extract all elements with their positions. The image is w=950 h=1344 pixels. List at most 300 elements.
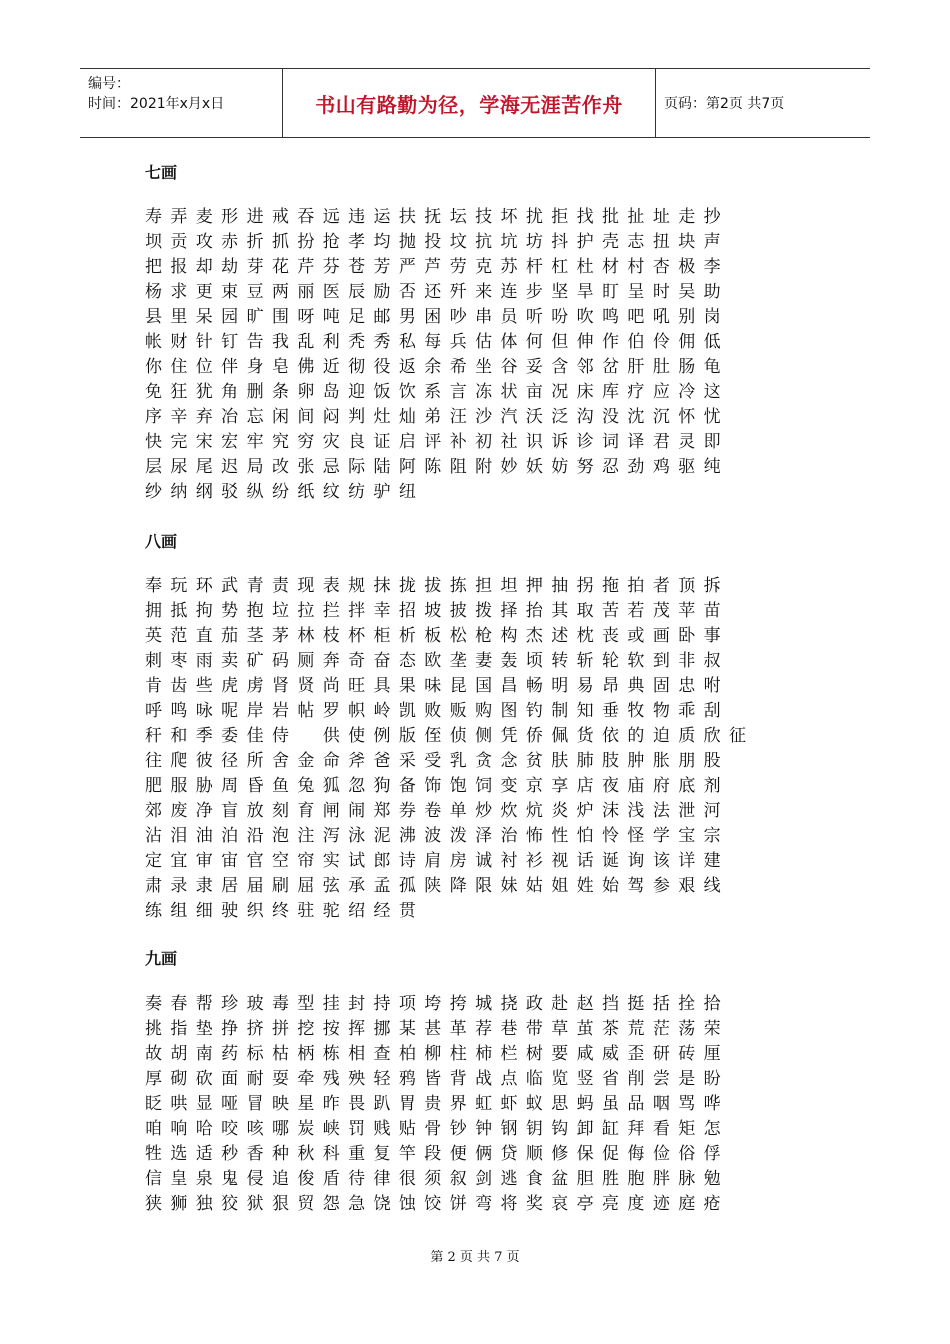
character-cell <box>297 724 322 749</box>
character-cell: 弃 <box>195 407 213 427</box>
character-cell: 阻 <box>449 457 467 477</box>
character-cell: 败 <box>424 701 442 721</box>
character-cell: 板 <box>424 626 442 646</box>
character-cell: 玩 <box>170 576 188 596</box>
character-row <box>145 330 815 355</box>
character-cell: 显 <box>195 1094 213 1114</box>
character-cell: 芹 <box>297 257 315 277</box>
character-cell: 试 <box>348 851 366 871</box>
character-cell: 贪 <box>475 751 493 771</box>
character-cell: 饱 <box>449 776 467 796</box>
character-row <box>145 1167 815 1192</box>
character-cell: 扮 <box>297 232 315 252</box>
character-cell: 宏 <box>221 432 239 452</box>
character-cell: 厚 <box>145 1069 162 1089</box>
character-cell: 伯 <box>627 332 645 352</box>
character-cell: 狮 <box>170 1194 188 1214</box>
character-cell: 尿 <box>170 457 188 477</box>
character-cell: 具 <box>373 676 391 696</box>
character-cell: 住 <box>170 357 188 377</box>
character-cell: 畅 <box>525 676 543 696</box>
character-cell: 批 <box>602 207 620 227</box>
character-cell: 挑 <box>145 1019 162 1039</box>
character-cell: 吵 <box>449 307 467 327</box>
character-cell: 油 <box>195 826 213 846</box>
character-cell: 拜 <box>627 1119 645 1139</box>
character-cell: 虽 <box>602 1094 620 1114</box>
character-cell: 肤 <box>551 751 569 771</box>
character-cell: 迹 <box>652 1194 670 1214</box>
character-cell: 顺 <box>525 1144 543 1164</box>
character-cell: 免 <box>145 382 162 402</box>
character-cell: 牢 <box>246 432 264 452</box>
character-cell: 茶 <box>602 1019 620 1039</box>
character-cell: 事 <box>703 626 721 646</box>
character-cell: 咽 <box>652 1094 670 1114</box>
character-cell: 转 <box>551 651 569 671</box>
character-cell: 画 <box>652 626 670 646</box>
character-cell: 序 <box>145 407 162 427</box>
character-cell: 兵 <box>449 332 467 352</box>
character-cell: 苗 <box>703 601 721 621</box>
character-cell: 证 <box>373 432 391 452</box>
character-cell: 砍 <box>195 1069 213 1089</box>
character-cell: 国 <box>475 676 493 696</box>
character-cell: 到 <box>652 651 670 671</box>
character-cell: 舍 <box>271 751 289 771</box>
character-cell: 取 <box>576 601 594 621</box>
character-cell: 城 <box>475 994 493 1014</box>
character-cell: 品 <box>627 1094 645 1114</box>
character-cell: 典 <box>627 676 645 696</box>
character-cell: 承 <box>348 876 366 896</box>
character-cell: 诚 <box>475 851 493 871</box>
character-cell: 降 <box>449 876 467 896</box>
character-cell: 这 <box>703 382 721 402</box>
character-cell: 牧 <box>627 701 645 721</box>
character-cell: 苹 <box>678 601 696 621</box>
section-title-9-strokes: 九画 <box>145 949 178 968</box>
character-cell: 补 <box>449 432 467 452</box>
character-cell: 择 <box>500 601 518 621</box>
character-cell: 奋 <box>373 651 391 671</box>
character-cell: 刻 <box>271 801 289 821</box>
character-cell: 杆 <box>525 257 543 277</box>
character-cell: 私 <box>398 332 416 352</box>
character-cell: 弯 <box>475 1194 493 1214</box>
character-cell: 炭 <box>297 1119 315 1139</box>
character-cell: 刷 <box>271 876 289 896</box>
character-cell: 肝 <box>627 357 645 377</box>
character-row <box>145 649 815 674</box>
character-cell: 荐 <box>475 1019 493 1039</box>
character-cell: 妥 <box>525 357 543 377</box>
character-cell: 进 <box>246 207 264 227</box>
character-cell: 冶 <box>221 407 239 427</box>
character-cell: 秃 <box>348 332 366 352</box>
character-cell: 卖 <box>221 651 239 671</box>
character-cell: 辰 <box>348 282 366 302</box>
character-cell: 型 <box>297 994 315 1014</box>
character-cell: 拐 <box>576 576 594 596</box>
character-cell: 肢 <box>602 751 620 771</box>
character-cell: 每 <box>424 332 442 352</box>
character-cell: 要 <box>551 1044 569 1064</box>
character-cell: 钟 <box>475 1119 493 1139</box>
character-cell: 知 <box>576 701 594 721</box>
character-cell: 贫 <box>525 751 543 771</box>
character-cell: 店 <box>576 776 594 796</box>
character-cell: 帐 <box>145 332 162 352</box>
character-cell: 房 <box>449 851 467 871</box>
character-cell: 食 <box>525 1169 543 1189</box>
character-cell: 律 <box>373 1169 391 1189</box>
character-cell: 建 <box>703 851 721 871</box>
character-cell: 茂 <box>652 601 670 621</box>
character-cell: 选 <box>170 1144 188 1164</box>
character-cell: 荡 <box>678 1019 696 1039</box>
character-row <box>145 699 815 724</box>
character-cell: 壳 <box>602 232 620 252</box>
character-cell: 河 <box>703 801 721 821</box>
character-cell: 宝 <box>678 826 696 846</box>
character-cell: 扯 <box>627 207 645 227</box>
character-cell: 陕 <box>424 876 442 896</box>
character-cell: 劲 <box>627 457 645 477</box>
character-cell: 经 <box>373 901 391 921</box>
character-row <box>145 255 815 280</box>
character-cell: 金 <box>297 751 315 771</box>
character-cell: 戒 <box>271 207 289 227</box>
character-cell: 体 <box>500 332 518 352</box>
character-cell: 枝 <box>322 626 340 646</box>
character-cell: 忠 <box>678 676 696 696</box>
character-cell: 拥 <box>145 601 162 621</box>
character-cell: 咬 <box>221 1119 239 1139</box>
character-cell: 抚 <box>424 207 442 227</box>
character-cell: 龟 <box>703 357 721 377</box>
character-cell: 京 <box>525 776 543 796</box>
character-cell: 故 <box>145 1044 162 1064</box>
character-cell: 周 <box>221 776 239 796</box>
character-cell: 哈 <box>195 1119 213 1139</box>
character-cell: 侧 <box>475 726 493 746</box>
character-cell: 罗 <box>322 701 340 721</box>
character-cell: 叙 <box>449 1169 467 1189</box>
character-cell: 甚 <box>424 1019 442 1039</box>
character-cell: 拔 <box>424 576 442 596</box>
character-cell: 财 <box>170 332 188 352</box>
character-cell: 炎 <box>551 801 569 821</box>
character-cell: 狠 <box>271 1194 289 1214</box>
character-row <box>145 380 815 405</box>
character-cell: 忧 <box>703 407 721 427</box>
character-cell: 势 <box>221 601 239 621</box>
character-cell: 块 <box>678 232 696 252</box>
character-cell: 怀 <box>678 407 696 427</box>
character-cell: 毒 <box>271 994 289 1014</box>
character-cell: 极 <box>678 257 696 277</box>
character-cell: 拼 <box>271 1019 289 1039</box>
character-cell: 昏 <box>246 776 264 796</box>
character-cell: 豆 <box>246 282 264 302</box>
character-cell: 忍 <box>602 457 620 477</box>
character-cell: 性 <box>551 826 569 846</box>
character-cell: 启 <box>398 432 416 452</box>
character-cell: 词 <box>602 432 620 452</box>
character-cell: 闷 <box>322 407 340 427</box>
character-cell: 乖 <box>678 701 696 721</box>
character-cell: 茄 <box>221 626 239 646</box>
character-cell: 砖 <box>678 1044 696 1064</box>
character-cell: 泼 <box>449 826 467 846</box>
character-cell: 岔 <box>602 357 620 377</box>
character-cell: 枯 <box>271 1044 289 1064</box>
character-cell: 竿 <box>398 1144 416 1164</box>
character-cell: 图 <box>500 701 518 721</box>
character-cell: 昨 <box>322 1094 340 1114</box>
character-cell: 标 <box>246 1044 264 1064</box>
character-cell: 赴 <box>551 994 569 1014</box>
character-cell: 怎 <box>703 1119 721 1139</box>
character-cell: 垄 <box>449 651 467 671</box>
character-cell: 针 <box>195 332 213 352</box>
character-cell: 纲 <box>195 482 213 502</box>
character-cell: 俩 <box>475 1144 493 1164</box>
character-cell: 伴 <box>221 357 239 377</box>
character-cell: 垮 <box>424 994 442 1014</box>
character-cell: 灶 <box>373 407 391 427</box>
character-cell: 昌 <box>500 676 518 696</box>
character-cell: 肩 <box>424 851 442 871</box>
character-cell: 饶 <box>373 1194 391 1214</box>
character-cell: 脉 <box>678 1169 696 1189</box>
character-cell: 爬 <box>170 751 188 771</box>
character-cell: 面 <box>221 1069 239 1089</box>
character-cell: 坏 <box>500 207 518 227</box>
character-cell: 香 <box>246 1144 264 1164</box>
character-cell: 劳 <box>449 257 467 277</box>
character-cell: 居 <box>221 876 239 896</box>
character-cell: 思 <box>551 1094 569 1114</box>
character-cell: 便 <box>449 1144 467 1164</box>
character-cell: 坐 <box>475 357 493 377</box>
character-cell: 评 <box>424 432 442 452</box>
character-cell: 点 <box>500 1069 518 1089</box>
character-cell: 蚀 <box>398 1194 416 1214</box>
character-cell: 鬼 <box>221 1169 239 1189</box>
character-cell: 沸 <box>398 826 416 846</box>
character-cell: 狐 <box>322 776 340 796</box>
character-cell: 别 <box>678 307 696 327</box>
character-cell: 泡 <box>271 826 289 846</box>
character-cell: 衬 <box>500 851 518 871</box>
character-cell: 所 <box>246 751 264 771</box>
character-cell: 拌 <box>348 601 366 621</box>
character-cell: 诉 <box>551 432 569 452</box>
character-cell: 征 <box>728 726 746 746</box>
character-cell: 弦 <box>322 876 340 896</box>
character-cell: 县 <box>145 307 162 327</box>
character-cell: 实 <box>322 851 340 871</box>
character-cell: 庙 <box>627 776 645 796</box>
character-cell: 驻 <box>297 901 315 921</box>
character-cell: 育 <box>297 801 315 821</box>
character-cell: 杜 <box>576 257 594 277</box>
character-cell: 林 <box>297 626 315 646</box>
character-cell: 咐 <box>703 676 721 696</box>
character-cell: 奔 <box>322 651 340 671</box>
character-cell: 春 <box>170 994 188 1014</box>
character-cell: 抬 <box>525 601 543 621</box>
character-cell: 钓 <box>525 701 543 721</box>
character-cell: 克 <box>475 257 493 277</box>
character-cell: 浅 <box>627 801 645 821</box>
character-cell: 审 <box>195 851 213 871</box>
character-cell: 均 <box>373 232 391 252</box>
character-cell: 招 <box>398 601 416 621</box>
character-cell: 纳 <box>170 482 188 502</box>
character-cell: 制 <box>551 701 569 721</box>
header-motto: 书山有路勤为径，学海无涯苦作舟 <box>282 69 656 137</box>
character-cell: 诊 <box>576 432 594 452</box>
character-cell: 固 <box>652 676 670 696</box>
character-cell: 版 <box>398 726 416 746</box>
character-cell: 绍 <box>348 901 366 921</box>
character-cell: 鸦 <box>398 1069 416 1089</box>
character-cell: 保 <box>576 1144 594 1164</box>
character-cell: 抵 <box>170 601 188 621</box>
character-cell: 玻 <box>246 994 264 1014</box>
character-cell: 麦 <box>195 207 213 227</box>
character-cell: 呢 <box>221 701 239 721</box>
character-cell: 时 <box>652 282 670 302</box>
character-cell: 闸 <box>322 801 340 821</box>
character-cell: 译 <box>627 432 645 452</box>
character-cell: 枣 <box>170 651 188 671</box>
character-cell: 科 <box>322 1144 340 1164</box>
character-cell: 封 <box>348 994 366 1014</box>
character-cell: 没 <box>602 407 620 427</box>
character-cell: 柱 <box>449 1044 467 1064</box>
character-cell: 贡 <box>170 232 188 252</box>
character-cell: 骂 <box>678 1094 696 1114</box>
character-cell: 命 <box>322 751 340 771</box>
character-cell: 泻 <box>322 826 340 846</box>
character-cell: 芽 <box>246 257 264 277</box>
character-row <box>145 874 815 899</box>
character-cell: 剂 <box>703 776 721 796</box>
character-cell: 作 <box>602 332 620 352</box>
character-cell: 兔 <box>297 776 315 796</box>
character-cell: 峡 <box>322 1119 340 1139</box>
character-cell: 皆 <box>424 1069 442 1089</box>
character-cell: 朋 <box>678 751 696 771</box>
character-cell: 纷 <box>271 482 289 502</box>
character-cell: 扭 <box>652 232 670 252</box>
character-cell: 适 <box>195 1144 213 1164</box>
character-cell: 声 <box>703 232 721 252</box>
character-cell: 完 <box>170 432 188 452</box>
character-cell: 岩 <box>271 701 289 721</box>
character-cell: 佳 <box>246 726 264 746</box>
character-cell: 界 <box>449 1094 467 1114</box>
character-cell: 近 <box>322 357 340 377</box>
character-cell: 看 <box>652 1119 670 1139</box>
character-cell: 砌 <box>170 1069 188 1089</box>
character-cell: 拣 <box>449 576 467 596</box>
character-cell: 肯 <box>145 676 162 696</box>
character-cell: 矿 <box>246 651 264 671</box>
character-cell: 宗 <box>703 826 721 846</box>
character-cell: 呀 <box>297 307 315 327</box>
character-cell: 奉 <box>145 576 162 596</box>
character-cell: 利 <box>322 332 340 352</box>
character-cell: 运 <box>373 207 391 227</box>
character-cell: 指 <box>170 1019 188 1039</box>
section-title-8-strokes: 八画 <box>145 532 178 551</box>
character-cell: 轻 <box>373 1069 391 1089</box>
character-cell: 胆 <box>576 1169 594 1189</box>
character-cell: 树 <box>525 1044 543 1064</box>
character-cell: 易 <box>576 676 594 696</box>
character-row <box>145 455 815 480</box>
character-cell: 卸 <box>576 1119 594 1139</box>
character-cell: 独 <box>195 1194 213 1214</box>
character-cell: 抱 <box>246 601 264 621</box>
character-cell: 里 <box>170 307 188 327</box>
character-row <box>145 799 815 824</box>
character-cell: 狡 <box>221 1194 239 1214</box>
character-cell: 殃 <box>348 1069 366 1089</box>
character-cell: 技 <box>475 207 493 227</box>
character-cell: 身 <box>246 357 264 377</box>
character-cell: 修 <box>551 1144 569 1164</box>
character-cell: 胜 <box>602 1169 620 1189</box>
character-cell: 何 <box>525 332 543 352</box>
character-row <box>145 480 815 505</box>
character-cell: 穷 <box>297 432 315 452</box>
character-cell: 汪 <box>449 407 467 427</box>
character-cell: 青 <box>246 576 264 596</box>
character-cell: 盾 <box>322 1169 340 1189</box>
character-cell: 我 <box>271 332 289 352</box>
character-cell: 柳 <box>424 1044 442 1064</box>
character-cell: 应 <box>652 382 670 402</box>
character-row <box>145 405 815 430</box>
character-cell: 返 <box>398 357 416 377</box>
character-cell: 员 <box>500 307 518 327</box>
character-cell: 垂 <box>602 701 620 721</box>
character-cell: 找 <box>576 207 594 227</box>
character-cell: 幸 <box>373 601 391 621</box>
character-cell: 肺 <box>576 751 594 771</box>
character-cell: 急 <box>348 1194 366 1214</box>
character-cell: 秒 <box>221 1144 239 1164</box>
character-cell: 范 <box>170 626 188 646</box>
character-cell: 果 <box>398 676 416 696</box>
character-cell: 抄 <box>703 207 721 227</box>
character-cell: 诞 <box>602 851 620 871</box>
character-cell: 含 <box>551 357 569 377</box>
character-cell: 盯 <box>602 282 620 302</box>
character-cell: 告 <box>246 332 264 352</box>
character-cell: 侍 <box>271 726 289 746</box>
character-cell: 泄 <box>678 801 696 821</box>
character-cell: 钩 <box>551 1119 569 1139</box>
character-cell: 视 <box>551 851 569 871</box>
character-cell: 坟 <box>449 232 467 252</box>
